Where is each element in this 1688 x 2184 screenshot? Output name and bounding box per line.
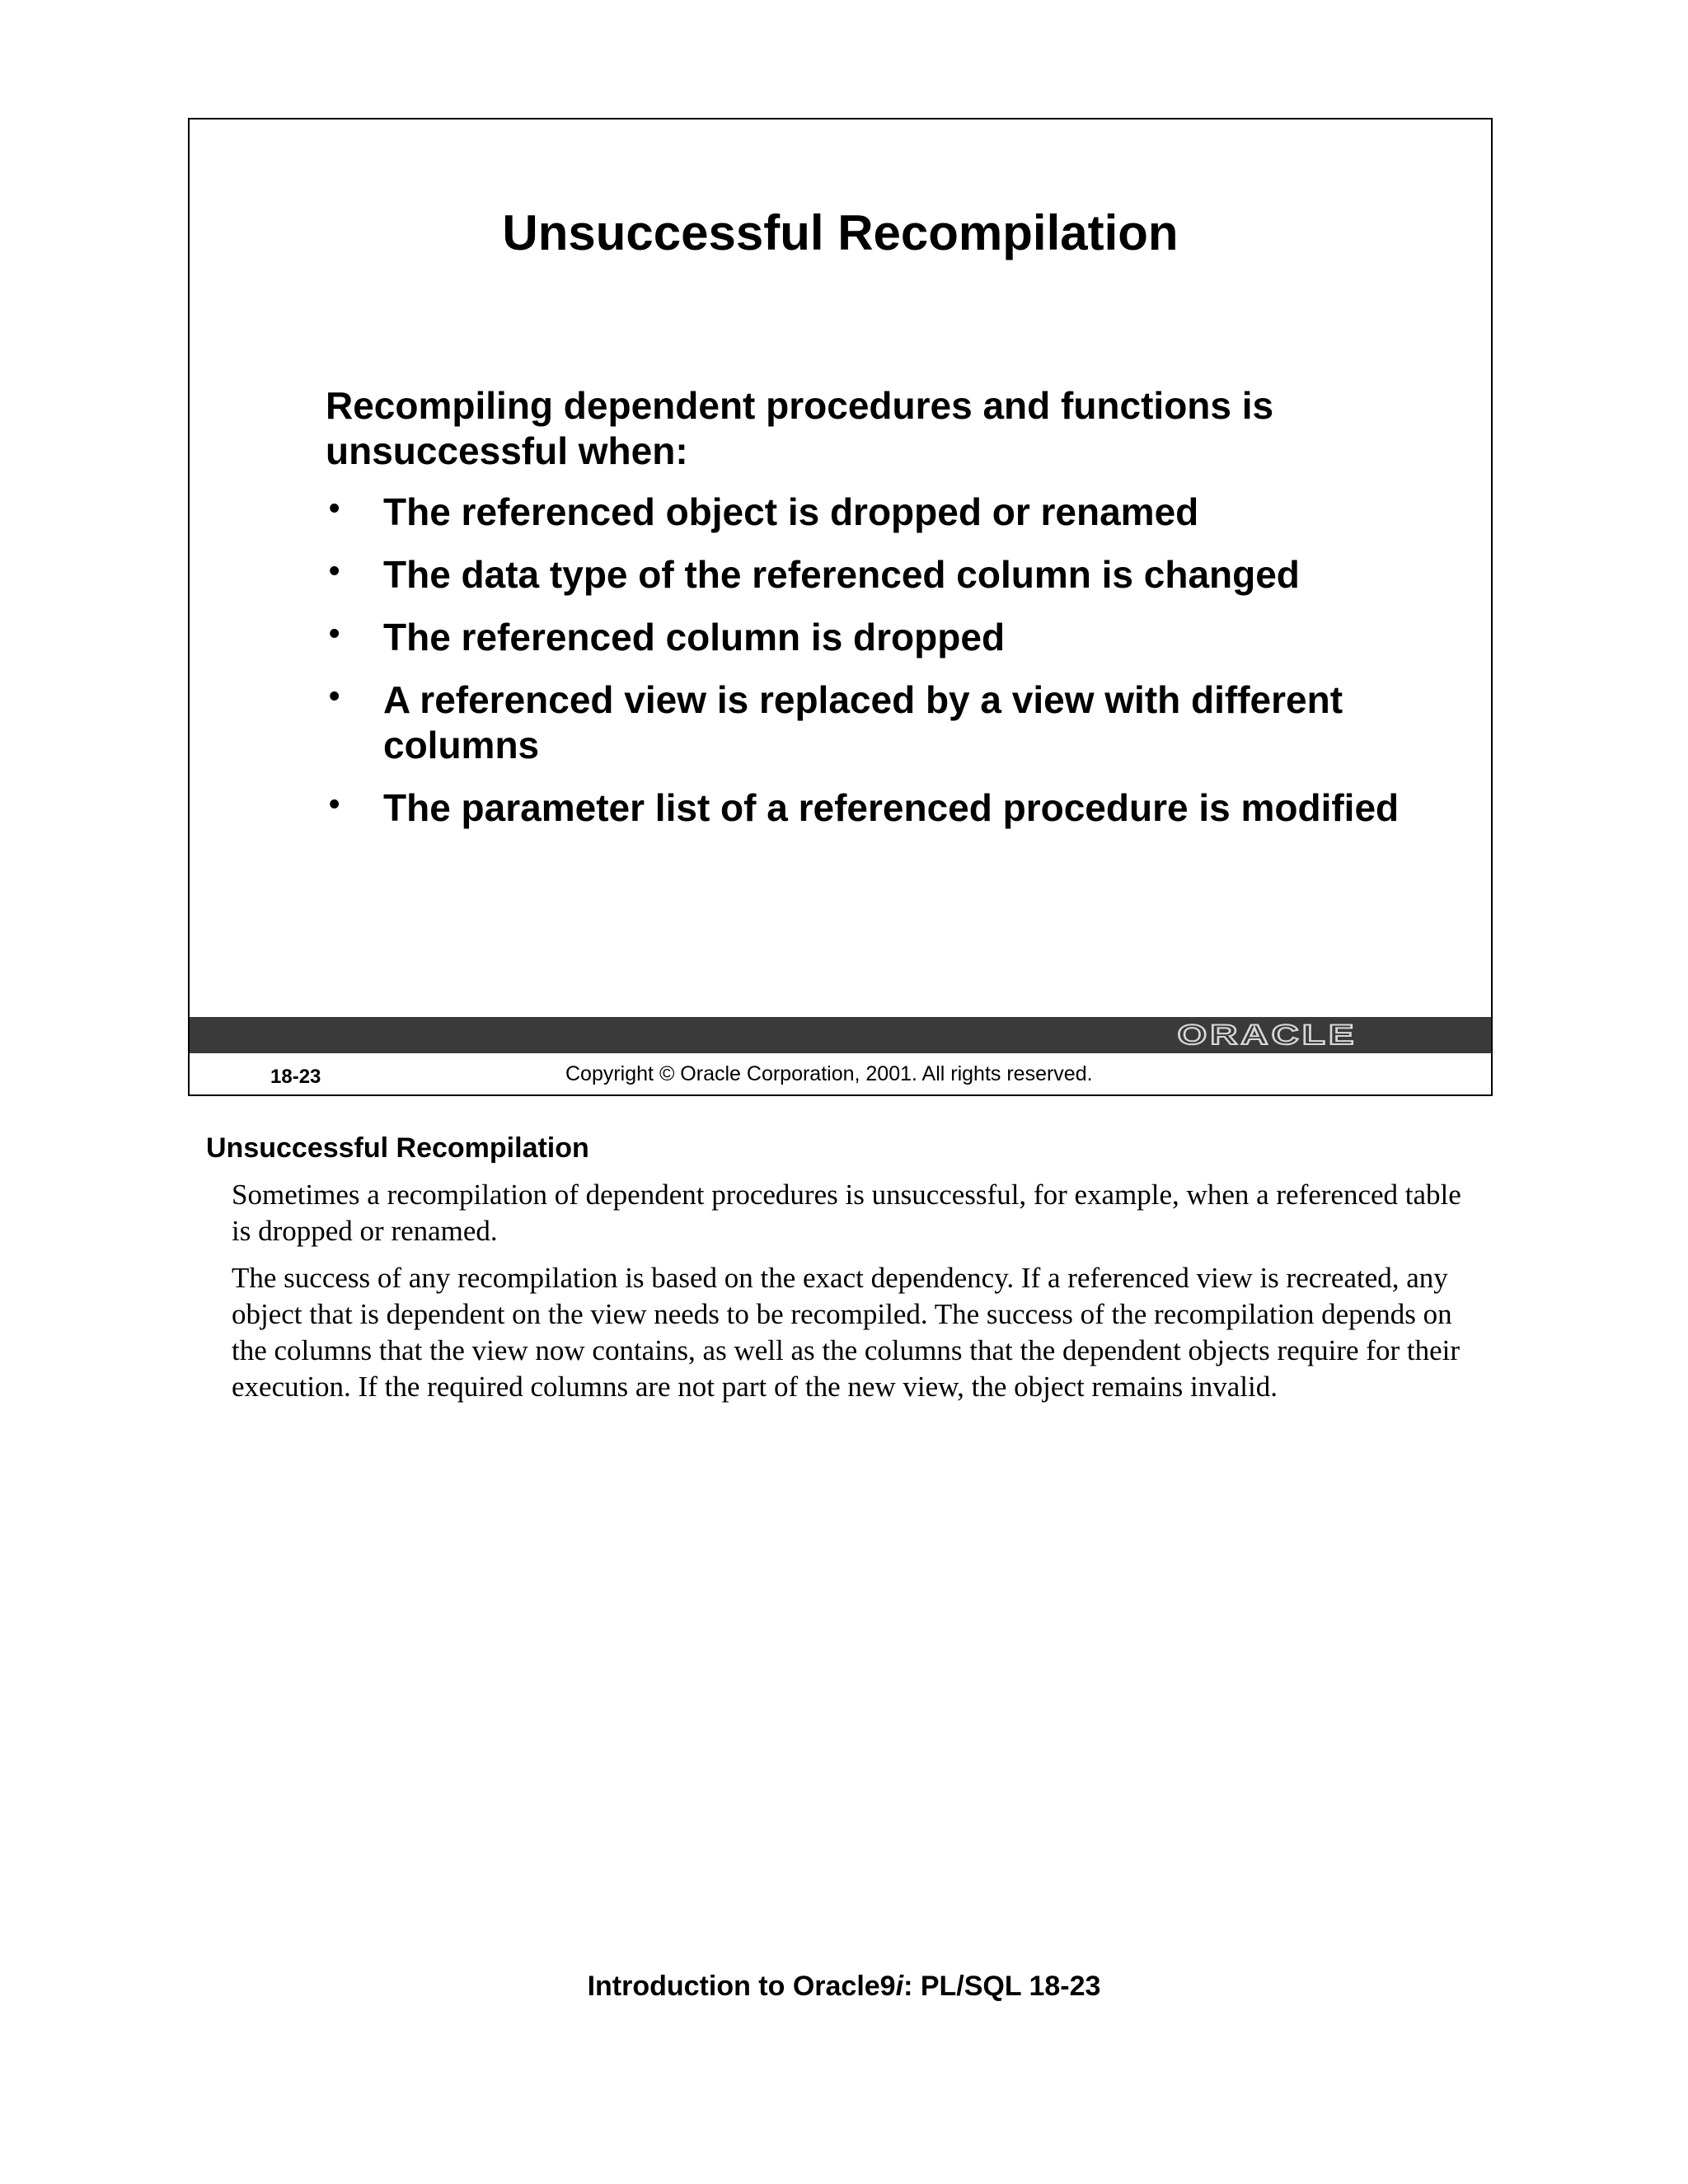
bullet-text: The referenced object is dropped or renamed — [383, 490, 1199, 533]
bullet-dot-icon: • — [329, 554, 340, 588]
bullet-item — [326, 677, 1430, 768]
slide-footer-bar — [190, 1017, 1491, 1053]
page-footer-prefix: Introduction to Oracle9 — [587, 1971, 896, 2002]
copyright-text: Copyright © Oracle Corporation, 2001. All rights reserved. — [565, 1062, 1093, 1085]
bullet-text: The parameter list of a referenced procedure is modified — [383, 786, 1400, 829]
page-footer — [0, 1969, 1688, 2004]
bullet-list — [326, 490, 1430, 831]
slide-intro: Recompiling dependent procedures and functions is unsuccessful when: — [326, 384, 1274, 472]
page-footer-italic: i — [895, 1971, 904, 2002]
slide-title: Unsuccessful Recompilation — [502, 205, 1179, 260]
bullet-item — [326, 615, 1430, 660]
bullet-item — [326, 785, 1430, 831]
page-footer-suffix: : PL/SQL 18-23 — [903, 1971, 1101, 2002]
slide-body — [326, 383, 1430, 848]
bullet-text: A referenced view is replaced by a view with different columns — [383, 678, 1343, 766]
bullet-text: The data type of the referenced column is changed — [383, 553, 1300, 596]
slide-number: 18-23 — [270, 1066, 321, 1088]
notes-paragraph: Sometimes a recompilation of dependent procedures is unsuccessful, for example, when a referenced table is dropped or renamed. — [232, 1179, 1461, 1247]
bullet-item — [326, 552, 1430, 598]
notes-heading: Unsuccessful Recompilation — [206, 1132, 589, 1164]
bullet-dot-icon: • — [329, 491, 340, 526]
oracle-logo: ORACLE — [1177, 1019, 1357, 1051]
bullet-text: The referenced column is dropped — [383, 616, 1006, 658]
bullet-item — [326, 490, 1430, 535]
bullet-dot-icon: • — [329, 679, 340, 714]
notes-paragraph: The success of any recompilation is based on the exact dependency. If a referenced view is recreated, any object that is dependent on the view needs to be recompiled. The success of the recompilation depends on the columns that the view now contains, as well as the columns that the dependent objects require for their execution. If the required columns are not part of the new view, the object remains invalid. — [232, 1262, 1460, 1403]
bullet-dot-icon: • — [329, 787, 340, 822]
bullet-dot-icon: • — [329, 616, 340, 651]
slide — [188, 118, 1493, 1096]
notes-body — [232, 1177, 1468, 1416]
slide-footer — [190, 1053, 1491, 1096]
